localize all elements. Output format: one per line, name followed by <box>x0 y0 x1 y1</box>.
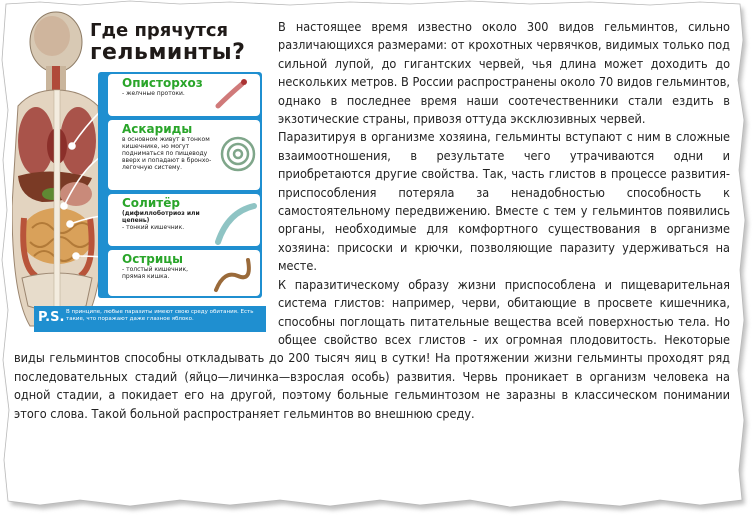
article-text <box>14 18 730 423</box>
card-name: Описторхоз <box>122 76 203 90</box>
ps-text: В принципе, любые паразиты имеют свою среду обитания. Есть такие, что поражают даже глазное яблоко. <box>66 309 254 322</box>
paragraph-3: К паразитическому образу жизни приспособлена и пищеварительная система глистов: например, черви, обитающие в просвете кишечника, способны поглощать питательные вещества всей поверхностью тела. Но общее свойство всех глистов - их огромная плодовитость. Некоторые виды гельминтов способны откладывать до 200 тысяч яиц в сутки! На протяжении жизни гельминты проходят ряд последовательных стадий (яйцо—личинка—взрослая особь) развития. Червь проникает в организм человека на одной стадии, а покидает его на другой, поэтому больные гельминтозом не заразны в классическом понимании этого слова. Такой больной распространяет гельминтов во внешнюю среду. <box>14 276 730 421</box>
figure-spacer <box>14 18 270 342</box>
card-name: Солитёр <box>122 196 180 210</box>
ps-label: P.S. <box>38 310 65 325</box>
figure-title-line2: гельминты? <box>90 40 246 65</box>
paragraph-1: В настоящее время известно около 300 видов гельминтов, сильно различающихся размерами: от крохотных червячков, видимых только под сильной лупой, до гигантских червей, чья длина может доходить до нескольких метров. В России распространены около 70 видов гельминтов, однако в последнее время наши соотечественники стали ездить в экзотические страны, привозя оттуда эксклюзивных червей. <box>278 19 730 127</box>
card-name: Острицы <box>122 252 184 266</box>
card-name-extra: (дифиллоботриоз или цепень) <box>122 210 200 224</box>
card-desc: - желчные протоки. <box>122 90 185 97</box>
paragraph-2: Паразитируя в организме хозяина, гельминты вступают с ним в сложные взаимоотношения, в результате чего утрачиваются одни и приобретаются другие свойства. Так, часть глистов в процессе развития-приспособления потеряла за ненадобностью способность к самостоятельному передвижению. Вместе с тем у гельминтов появились органы, необходимые для комфортного существования в организме хозяина: присоски и крючки, позволяющие паразиту удерживаться на месте. <box>278 129 730 274</box>
card-desc: - тонкий кишечник. <box>122 224 185 231</box>
card-name: Аскариды <box>122 122 193 136</box>
figure-title-line1: Где прячутся <box>90 20 229 41</box>
card-desc: - толстый кишечник, прямая кишка. <box>122 266 189 280</box>
card-desc: в основном живут в тонком кишечнике, но могут подниматься по пищеводу вверх и попадают в бронхо-легочную систему. <box>122 136 212 171</box>
